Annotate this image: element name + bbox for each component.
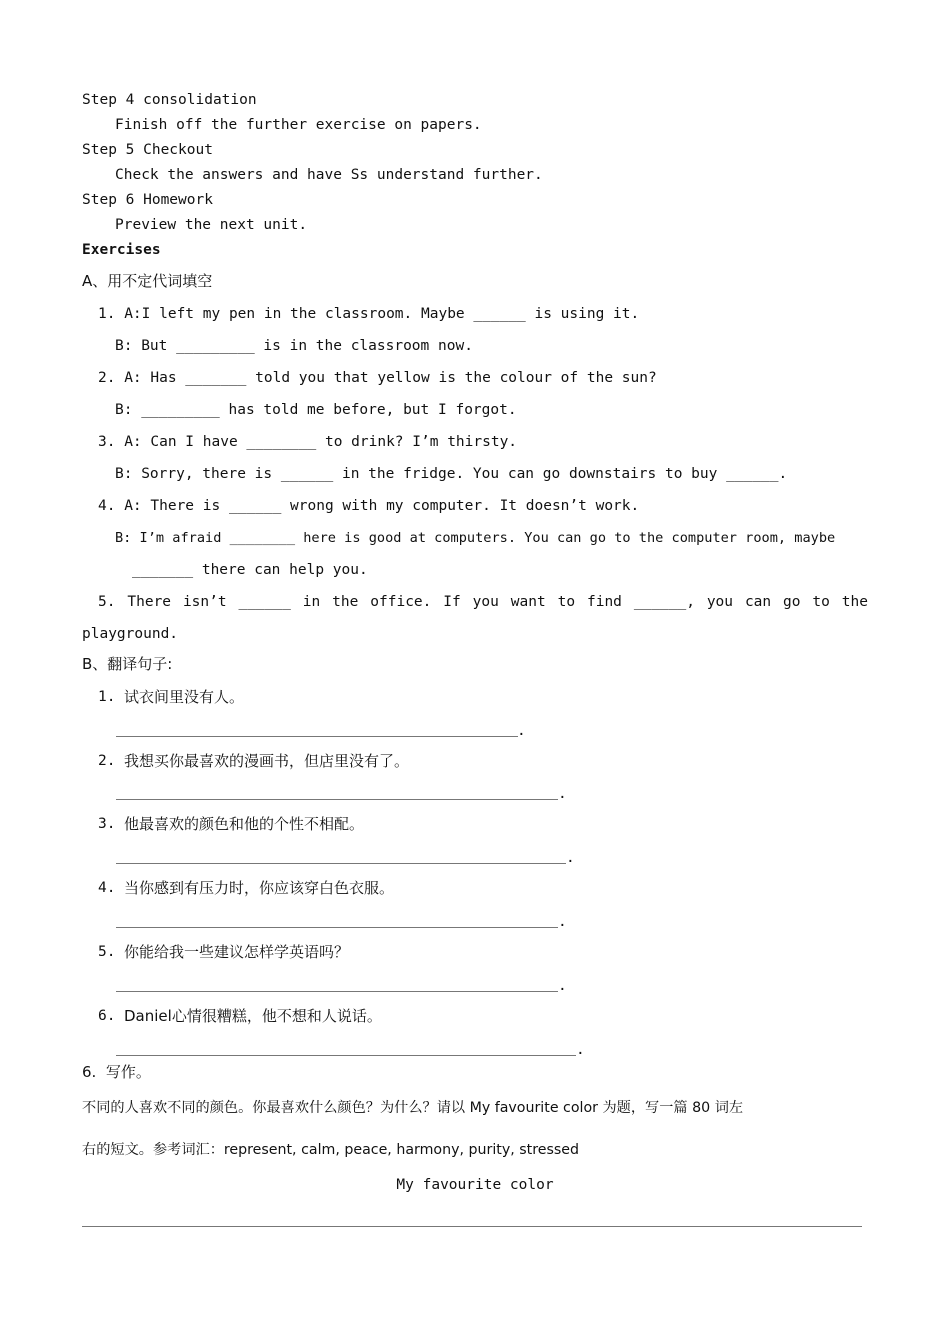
step5-detail: Check the answers and have Ss understand further. <box>115 167 543 183</box>
q5-word: you <box>472 594 499 610</box>
question-2a: 2. A: Has _______ told you that yellow is the colour of the sun? <box>98 370 657 386</box>
answer-line-4-period: . <box>558 914 567 930</box>
translation-2-text: 我想买你最喜欢的漫画书，但店里没有了。 <box>124 752 410 770</box>
writing-heading: 6. 写作。 <box>82 1063 151 1081</box>
essay-writing-line <box>82 1226 862 1227</box>
step4-heading: Step 4 consolidation <box>82 92 257 108</box>
step6-heading: Step 6 Homework <box>82 192 213 208</box>
question-5-end: playground. <box>82 626 179 642</box>
q5-word: ______ <box>238 594 291 610</box>
question-4a: 4. A: There is ______ wrong with my computer. It doesn’t work. <box>98 498 640 514</box>
step6-detail: Preview the next unit. <box>115 217 308 233</box>
translation-5-num: 5. <box>98 944 116 960</box>
answer-line-5 <box>116 991 558 992</box>
translation-5-text: 你能给我一些建议怎样学英语吗？ <box>124 943 350 961</box>
q5-word: There <box>127 594 172 610</box>
step5-heading: Step 5 Checkout <box>82 142 213 158</box>
q5-word: 5. <box>98 594 116 610</box>
translation-6-num: 6. <box>98 1008 116 1024</box>
q5-word: to <box>557 594 576 610</box>
translation-1-num: 1. <box>98 689 116 705</box>
answer-line-2-period: . <box>558 786 567 802</box>
answer-line-1-period: . <box>517 723 526 739</box>
answer-line-3 <box>116 863 566 864</box>
q5-word: go <box>783 594 801 610</box>
question-4b: B: I’m afraid ________ here is good at computers. You can go to the computer room, maybe <box>115 530 836 546</box>
q5-word: the <box>841 594 868 610</box>
answer-line-5-period: . <box>558 978 567 994</box>
question-3b: B: Sorry, there is ______ in the fridge. You can go downstairs to buy ______. <box>115 466 788 482</box>
question-5-line <box>98 593 868 611</box>
q5-word: find <box>586 594 622 610</box>
q5-word: office. <box>370 594 432 610</box>
translation-3-text: 他最喜欢的颜色和他的个性不相配。 <box>124 815 365 833</box>
answer-line-6 <box>116 1055 576 1056</box>
translation-1-text: 试衣间里没有人。 <box>124 688 245 706</box>
q5-word: isn’t <box>182 594 227 610</box>
q5-word: you <box>706 594 734 610</box>
essay-title: My favourite color <box>396 1177 554 1193</box>
section-a-title: A、用不定代词填空 <box>82 272 213 290</box>
step4-detail: Finish off the further exercise on papers. <box>115 117 482 133</box>
translation-2-num: 2. <box>98 753 116 769</box>
writing-prompt-line1: 不同的人喜欢不同的颜色。你最喜欢什么颜色？为什么？请以 My favourite color 为题，写一篇 80 词左 <box>82 1100 744 1116</box>
q5-word: ______, <box>633 594 695 610</box>
question-3a: 3. A: Can I have ________ to drink? I’m thirsty. <box>98 434 518 450</box>
answer-line-2 <box>116 799 558 800</box>
question-4c: _______ there can help you. <box>132 562 368 578</box>
translation-4-text: 当你感到有压力时，你应该穿白色衣服。 <box>124 879 395 897</box>
translation-6-text: Daniel心情很糟糕，他不想和人说话。 <box>124 1007 382 1025</box>
translation-4-num: 4. <box>98 880 116 896</box>
answer-line-4 <box>116 927 558 928</box>
answer-line-6-period: . <box>576 1042 585 1058</box>
writing-prompt-line2: 右的短文。参考词汇：represent, calm, peace, harmony, purity, stressed <box>82 1142 579 1158</box>
answer-line-1 <box>116 736 518 737</box>
q5-word: the <box>332 594 359 610</box>
exercises-title: Exercises <box>82 242 161 258</box>
question-1b: B: But _________ is in the classroom now. <box>115 338 473 354</box>
question-2b: B: _________ has told me before, but I forgot. <box>115 402 517 418</box>
q5-word: want <box>510 594 546 610</box>
q5-word: can <box>744 594 772 610</box>
translation-3-num: 3. <box>98 816 116 832</box>
question-1a: 1. A:I left my pen in the classroom. Maybe ______ is using it. <box>98 306 640 322</box>
q5-word: in <box>302 594 321 610</box>
section-b-title: B、翻译句子: <box>82 655 173 673</box>
q5-word: to <box>812 594 830 610</box>
answer-line-3-period: . <box>566 850 575 866</box>
q5-word: If <box>443 594 461 610</box>
